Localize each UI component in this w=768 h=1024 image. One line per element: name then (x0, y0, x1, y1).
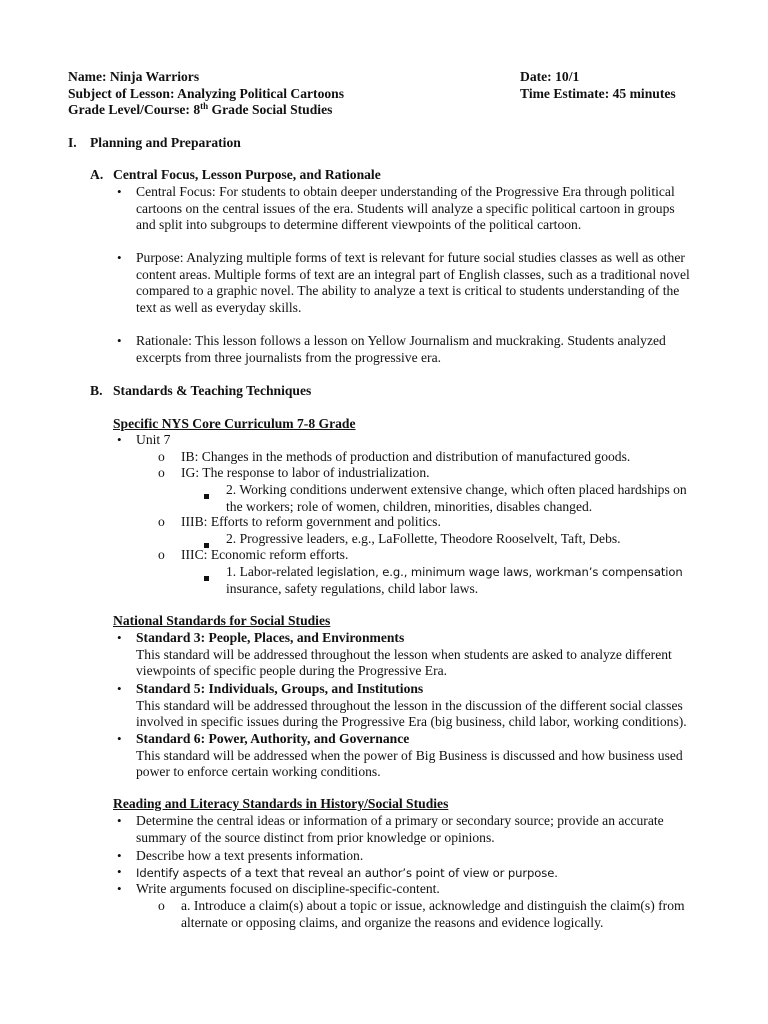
nys-heading: Specific NYS Core Curriculum 7-8 Grade (113, 416, 356, 431)
reading-bullet-1: Determine the central ideas or information of a primary or secondary source; provide an accurate summary of the source distinct from prior knowledge or opinions. (136, 813, 664, 845)
iiic-sub-text: 1. Labor-related legislation, e.g., minimum wage laws, workman’s compensation insurance, safety regulations, child labor laws. (226, 564, 683, 596)
bullet-marker: • (117, 813, 122, 828)
bullet-marker: • (117, 184, 122, 199)
header-time: Time Estimate: 45 minutes (520, 86, 676, 101)
ig-text: IG: The response to labor of industrialization. (181, 465, 430, 480)
iiic-text: IIIC: Economic reform efforts. (181, 547, 349, 562)
reading-bullet-3: Identify aspects of a text that reveal an author’s point of view or purpose. (136, 866, 558, 880)
purpose-text: Purpose: Analyzing multiple forms of text is relevant for future social studies classes as well as other content areas. Multiple forms of text are an integral part of English classes, such as a traditional novel compared to a graphic novel. The ability to analyze a text is critical to students understanding of the text as well as everyday skills. (136, 250, 690, 315)
central-focus-text: Central Focus: For students to obtain deeper understanding of the Progressive Era through political cartoons on the central issues of the era. Students will analyze a specific political cartoon in groups and split into subgroups to determine different viewpoints of the political cartoon. (136, 184, 675, 232)
rationale-text: Rationale: This lesson follows a lesson on Yellow Journalism and muckraking. Students analyzed excerpts from three journalists from the progressive era. (136, 333, 666, 365)
header-name: Name: Ninja Warriors (68, 69, 200, 84)
circle-marker: o (158, 547, 165, 562)
ig-sub-text: 2. Working conditions underwent extensive change, which often placed hardships on the workers; role of women, children, minorities, disables changed. (226, 482, 687, 514)
circle-marker: o (158, 898, 165, 913)
header-grade: Grade Level/Course: 8th Grade Social Studies (68, 101, 333, 117)
section-i-title: Planning and Preparation (90, 135, 241, 150)
reading-bullet-4: Write arguments focused on discipline-specific-content. (136, 881, 440, 896)
ib-text: IB: Changes in the methods of production and distribution of manufactured goods. (181, 449, 631, 464)
bullet-marker: • (117, 630, 122, 645)
reading-bullet-2: Describe how a text presents information. (136, 848, 364, 863)
bullet-marker: • (117, 864, 122, 879)
national-standards-heading: National Standards for Social Studies (113, 613, 331, 628)
standard-6: Standard 6: Power, Authority, and Governance This standard will be addressed when the power of Big Business is discussed and how business used power to enforce certain working conditions. (136, 731, 683, 779)
square-marker (204, 569, 209, 586)
iiib-sub-text: 2. Progressive leaders, e.g., LaFollette, Theodore Rooselvelt, Taft, Debs. (226, 531, 621, 546)
circle-marker: o (158, 514, 165, 529)
bullet-marker: • (117, 848, 122, 863)
square-marker (204, 487, 209, 504)
reading-standards-heading: Reading and Literacy Standards in History/Social Studies (113, 796, 449, 811)
iiib-text: IIIB: Efforts to reform government and politics. (181, 514, 441, 529)
bullet-marker: • (117, 432, 122, 447)
unit-7-text: Unit 7 (136, 432, 171, 447)
circle-marker: o (158, 465, 165, 480)
reading-bullet-4-sub: a. Introduce a claim(s) about a topic or issue, acknowledge and distinguish the claim(s) from alternate or opposing claims, and organize the reasons and evidence logically. (181, 898, 685, 930)
header-subject: Subject of Lesson: Analyzing Political Cartoons (68, 86, 345, 101)
standard-3: Standard 3: People, Places, and Environments This standard will be addressed throughout the lesson when students are asked to analyze different viewpoints of specific people during the Progressive Era. (136, 630, 672, 678)
circle-marker: o (158, 449, 165, 464)
bullet-marker: • (117, 881, 122, 896)
bullet-marker: • (117, 731, 122, 746)
section-a-number: A. (90, 167, 104, 182)
bullet-marker: • (117, 250, 122, 265)
bullet-marker: • (117, 333, 122, 348)
section-i-number: I. (68, 135, 77, 150)
bullet-marker: • (117, 681, 122, 696)
standard-5: Standard 5: Individuals, Groups, and Institutions This standard will be addressed throughout the lesson in the discussion of the different social classes involved in specific issues during the Progressive Era (big business, child labor, working conditions). (136, 681, 687, 729)
section-a-title: Central Focus, Lesson Purpose, and Rationale (113, 167, 381, 182)
section-b-number: B. (90, 383, 103, 398)
header-date: Date: 10/1 (520, 69, 580, 84)
section-b-title: Standards & Teaching Techniques (113, 383, 312, 398)
